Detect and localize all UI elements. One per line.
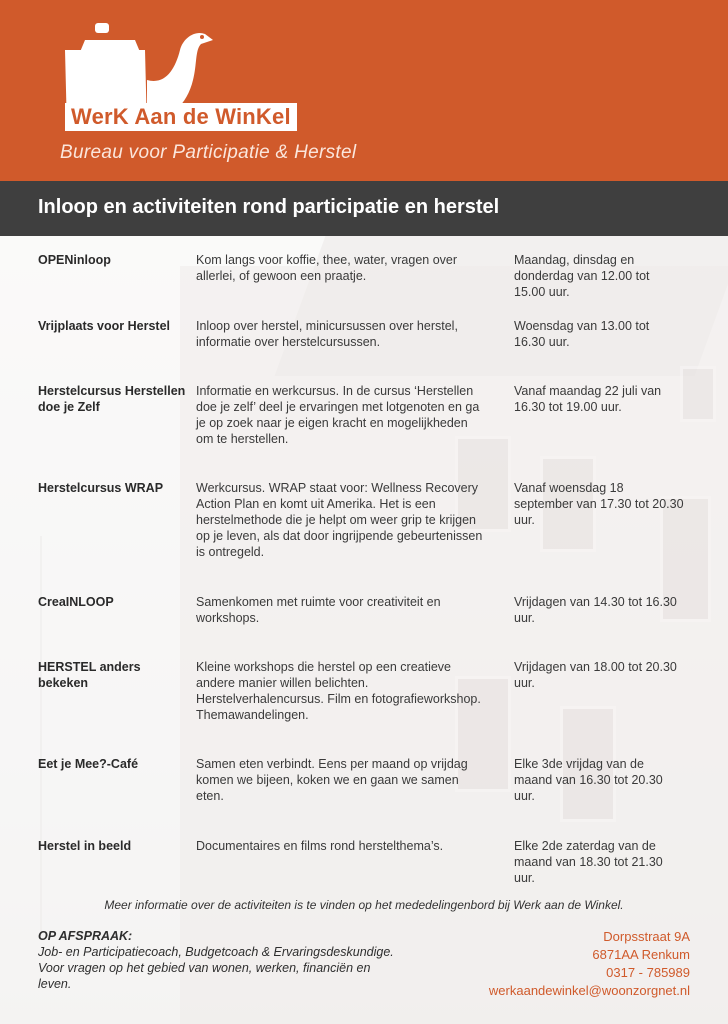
activity-description: Werkcursus. WRAP staat voor: Wellness Recovery Action Plan en komt uit Amerika. Het is een herstelmethode die je helpt om weer grip te krijgen op je leven, als dat door ingrijpende gebeurtenissen is ontregeld. [196, 481, 483, 559]
header [0, 0, 728, 181]
contact-block [489, 928, 690, 1000]
activity-description: Documentaires en films rond herstelthema’s. [196, 839, 444, 853]
activity-description: Samen eten verbindt. Eens per maand op vrijdag komen we bijeen, koken we en gaan we samen eten. [196, 757, 468, 803]
contact-postal: 6871AA Renkum [592, 947, 690, 962]
activity-description: Informatie en werkcursus. In de cursus ‘Herstellen doe je zelf’ deel je ervaringen met lotgenoten en ga je op zoek naar je eigen kracht en mogelijkheden om te herstellen. [196, 384, 480, 446]
activity-name: Herstel in beeld [38, 839, 132, 853]
activity-schedule: Maandag, dinsdag en donderdag van 12.00 tot 15.00 uur. [514, 253, 650, 299]
activity-schedule: Elke 2de zaterdag van de maand van 18.30 tot 21.30 uur. [514, 839, 663, 885]
activity-name: OPENinloop [38, 253, 111, 267]
appointment-text: Job- en Participatiecoach, Budgetcoach & Ervaringsdeskundige. Voor vragen op het gebied van wonen, werken, financiën en leven. [38, 945, 394, 991]
activity-schedule: Vanaf maandag 22 juli van 16.30 tot 19.00 uur. [514, 384, 662, 414]
activity-name: Herstelcursus WRAP [38, 481, 164, 495]
activity-name: Vrijplaats voor Herstel [38, 319, 171, 333]
contact-phone[interactable]: 0317 - 785989 [606, 965, 690, 980]
contact-email-link[interactable]: werkaandewinkel@woonzorgnet.nl [488, 983, 690, 998]
appointment-section [38, 928, 398, 992]
activity-description: Kom langs voor koffie, thee, water, vragen over allerlei, of gewoon een praatje. [196, 253, 458, 283]
activity-description: Inloop over herstel, minicursussen over herstel, informatie over herstelcursussen. [196, 319, 458, 349]
activity-name: Eet je Mee?-Café [38, 757, 139, 771]
header-subtitle: Bureau voor Participatie & Herstel [60, 142, 357, 163]
activity-schedule: Vrijdagen van 18.00 tot 20.30 uur. [514, 660, 677, 690]
more-info-note: Meer informatie over de activiteiten is te vinden op het mededelingenbord bij Werk aan de Winkel. [104, 898, 624, 912]
activity-description: Kleine workshops die herstel op een creatieve andere manier willen belichten. Herstelverhalencursus. Film en fotografieworkshop. Themawandelingen. [196, 660, 481, 722]
appointment-heading: OP AFSPRAAK: [38, 929, 133, 943]
activity-name: HERSTEL anders bekeken [38, 660, 141, 690]
page-title: Inloop en activiteiten rond participatie en herstel [38, 196, 500, 218]
activity-name: Herstelcursus Herstellen doe je Zelf [38, 384, 186, 414]
activity-schedule: Vanaf woensdag 18 september van 17.30 tot 20.30 uur. [514, 481, 684, 527]
activity-schedule: Vrijdagen van 14.30 tot 16.30 uur. [514, 595, 677, 625]
activity-description: Samenkomen met ruimte voor creativiteit en workshops. [196, 595, 441, 625]
contact-street: Dorpsstraat 9A [603, 929, 690, 944]
activity-schedule: Woensdag van 13.00 tot 16.30 uur. [514, 319, 650, 349]
activity-name: CreaINLOOP [38, 595, 114, 609]
title-band [0, 181, 728, 236]
brand-name: WerK Aan de WinKel [65, 103, 297, 131]
activity-schedule: Elke 3de vrijdag van de maand van 16.30 tot 20.30 uur. [514, 757, 663, 803]
